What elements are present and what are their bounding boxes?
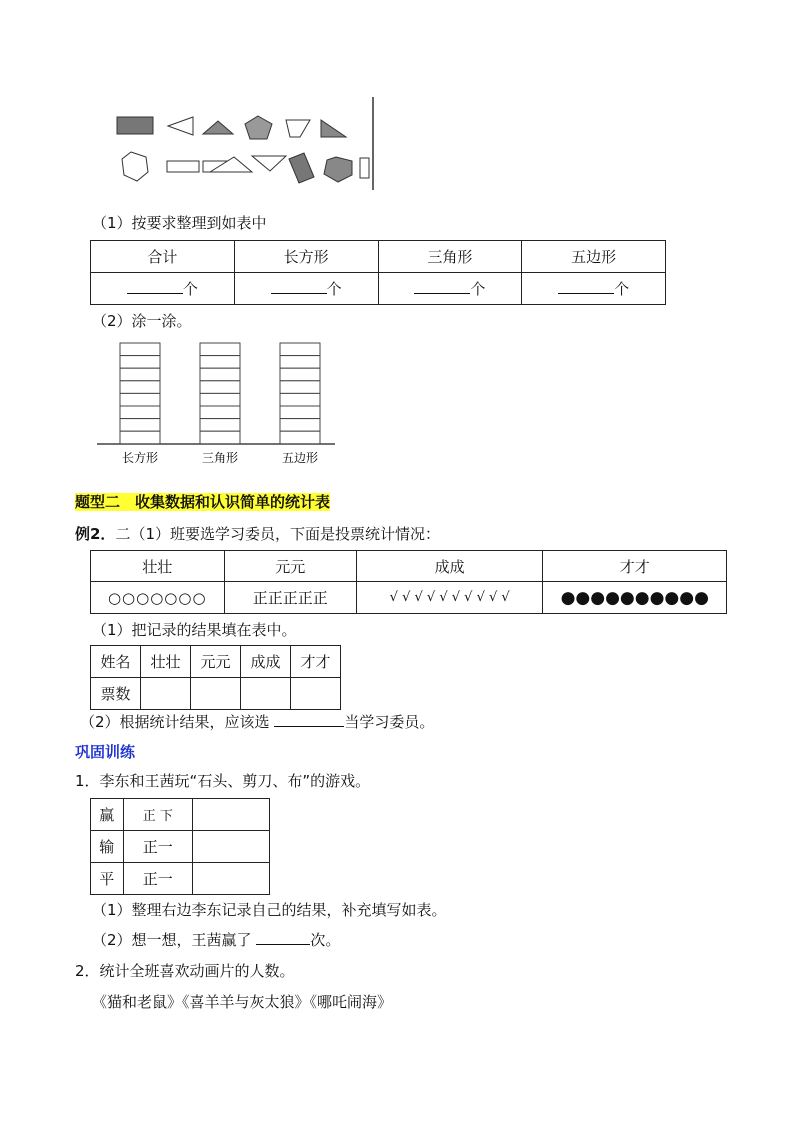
- fill-cell[interactable]: [193, 863, 270, 895]
- grid-cell[interactable]: [200, 393, 240, 406]
- unit-label: 个: [326, 280, 342, 298]
- unit-label: 个: [614, 280, 630, 298]
- triangle-icon: [168, 117, 193, 135]
- rectangle-icon: [167, 161, 199, 172]
- total-cell[interactable]: [91, 273, 235, 305]
- shapes-figure: [100, 95, 390, 195]
- header-total: 合计: [91, 241, 235, 273]
- example2-sub2: （2）根据统计结果，应该选 当学习委员。: [80, 713, 435, 731]
- hexagon-icon: [324, 157, 352, 182]
- marks-cell: √ √ √ √ √ √ √ √ √ √: [356, 582, 543, 614]
- triangle-icon: [203, 121, 233, 134]
- table-head-label: 姓名: [91, 646, 141, 678]
- grid-cell[interactable]: [280, 368, 320, 381]
- vote-input-cell[interactable]: [191, 678, 241, 710]
- q1-sub2: （2）涂一涂。: [92, 312, 192, 330]
- marks-cell: 正正正正正: [224, 582, 356, 614]
- grid-cell[interactable]: [120, 343, 160, 356]
- marks-cell: ○○○○○○○: [91, 582, 225, 614]
- header-rectangle: 长方形: [234, 241, 378, 273]
- triangle-icon: [321, 120, 346, 137]
- example2-sub1: （1）把记录的结果填在表中。: [92, 621, 297, 639]
- vote-input-cell[interactable]: [291, 678, 341, 710]
- grid-cell[interactable]: [120, 381, 160, 394]
- row-label: 平: [91, 863, 124, 895]
- tally-cell: 正一: [123, 863, 193, 895]
- shape-count-table: [90, 240, 666, 305]
- grid-cell[interactable]: [200, 419, 240, 432]
- hexagon-icon: [122, 152, 148, 181]
- grid-cell[interactable]: [120, 431, 160, 444]
- grid-cell[interactable]: [200, 356, 240, 369]
- grid-cell[interactable]: [280, 419, 320, 432]
- name-cell: 壮壮: [91, 551, 225, 582]
- example-text: 二（1）班要选学习委员，下面是投票统计情况：: [115, 525, 440, 543]
- game-record-table: [90, 798, 270, 895]
- grid-cell[interactable]: [120, 368, 160, 381]
- grid-cell[interactable]: [280, 431, 320, 444]
- answer-blank[interactable]: [256, 930, 310, 945]
- vote-table: [90, 550, 727, 614]
- grid-cell[interactable]: [280, 356, 320, 369]
- practice-2: 2．统计全班喜欢动画片的人数。: [75, 962, 295, 980]
- practice-2-items: 《猫和老鼠》《喜羊羊与灰太狼》《哪吒闹海》: [92, 993, 393, 1011]
- grid-cell[interactable]: [120, 356, 160, 369]
- answer-blank[interactable]: [127, 279, 183, 294]
- example2-intro: [75, 524, 440, 544]
- rectangle-icon: [360, 158, 369, 178]
- triangle-icon: [252, 156, 286, 171]
- vote-result-table: [90, 645, 341, 710]
- grid-cell[interactable]: [120, 393, 160, 406]
- row-label: 赢: [91, 799, 124, 831]
- bar-label-triangle: 三角形: [201, 451, 239, 465]
- coloring-figure: [95, 337, 340, 472]
- name-cell: 元元: [224, 551, 356, 582]
- grid-cell[interactable]: [200, 381, 240, 394]
- answer-blank[interactable]: [558, 279, 614, 294]
- triangle-cell[interactable]: [378, 273, 522, 305]
- row-label: 输: [91, 831, 124, 863]
- answer-blank[interactable]: [414, 279, 470, 294]
- pentagon-cell[interactable]: [522, 273, 666, 305]
- unit-label: 个: [470, 280, 486, 298]
- name-cell: 才才: [291, 646, 341, 678]
- parallelogram-icon: [286, 120, 310, 137]
- grid-cell[interactable]: [280, 393, 320, 406]
- name-cell: 才才: [543, 551, 727, 582]
- practice-1-sub1: （1）整理右边李东记录自己的结果，补充填写如表。: [92, 901, 447, 919]
- grid-cell[interactable]: [280, 343, 320, 356]
- grid-cell[interactable]: [200, 368, 240, 381]
- vote-input-cell[interactable]: [141, 678, 191, 710]
- practice-title: 巩固训练: [75, 743, 136, 761]
- rectangle-icon: [117, 117, 153, 134]
- tally-cell: 正 下: [123, 799, 193, 831]
- grid-cell[interactable]: [120, 419, 160, 432]
- unit-label: 个: [182, 280, 198, 298]
- header-triangle: 三角形: [378, 241, 522, 273]
- practice-1: 1．李东和王茜玩“石头、剪刀、布”的游戏。: [75, 772, 371, 790]
- grid-cell[interactable]: [280, 381, 320, 394]
- bar-label-pentagon: 五边形: [281, 451, 319, 465]
- pentagon-icon: [245, 116, 272, 139]
- marks-cell: ●●●●●●●●●●: [543, 582, 727, 614]
- fill-cell[interactable]: [193, 799, 270, 831]
- grid-cell[interactable]: [200, 431, 240, 444]
- name-cell: 成成: [241, 646, 291, 678]
- grid-cell[interactable]: [280, 406, 320, 419]
- name-cell: 成成: [356, 551, 543, 582]
- bar-label-rectangle: 长方形: [121, 451, 159, 465]
- coloring-grid[interactable]: [95, 337, 340, 472]
- rectangle-icon: [289, 153, 314, 183]
- vote-input-cell[interactable]: [241, 678, 291, 710]
- name-cell: 元元: [191, 646, 241, 678]
- section2-title: 题型二 收集数据和认识简单的统计表: [75, 493, 331, 511]
- name-cell: 壮壮: [141, 646, 191, 678]
- grid-cell[interactable]: [200, 343, 240, 356]
- practice-1-sub2: （2）想一想，王茜赢了 次。: [92, 931, 341, 949]
- rectangle-cell[interactable]: [234, 273, 378, 305]
- answer-blank[interactable]: [271, 279, 327, 294]
- example-number: 例2．: [75, 525, 116, 543]
- table-row-label: 票数: [91, 678, 141, 710]
- fill-cell[interactable]: [193, 831, 270, 863]
- answer-blank[interactable]: [274, 712, 344, 727]
- tally-cell: 正一: [123, 831, 193, 863]
- grid-cell[interactable]: [120, 406, 160, 419]
- q1-sub1: （1）按要求整理到如表中: [92, 214, 267, 232]
- grid-cell[interactable]: [200, 406, 240, 419]
- header-pentagon: 五边形: [522, 241, 666, 273]
